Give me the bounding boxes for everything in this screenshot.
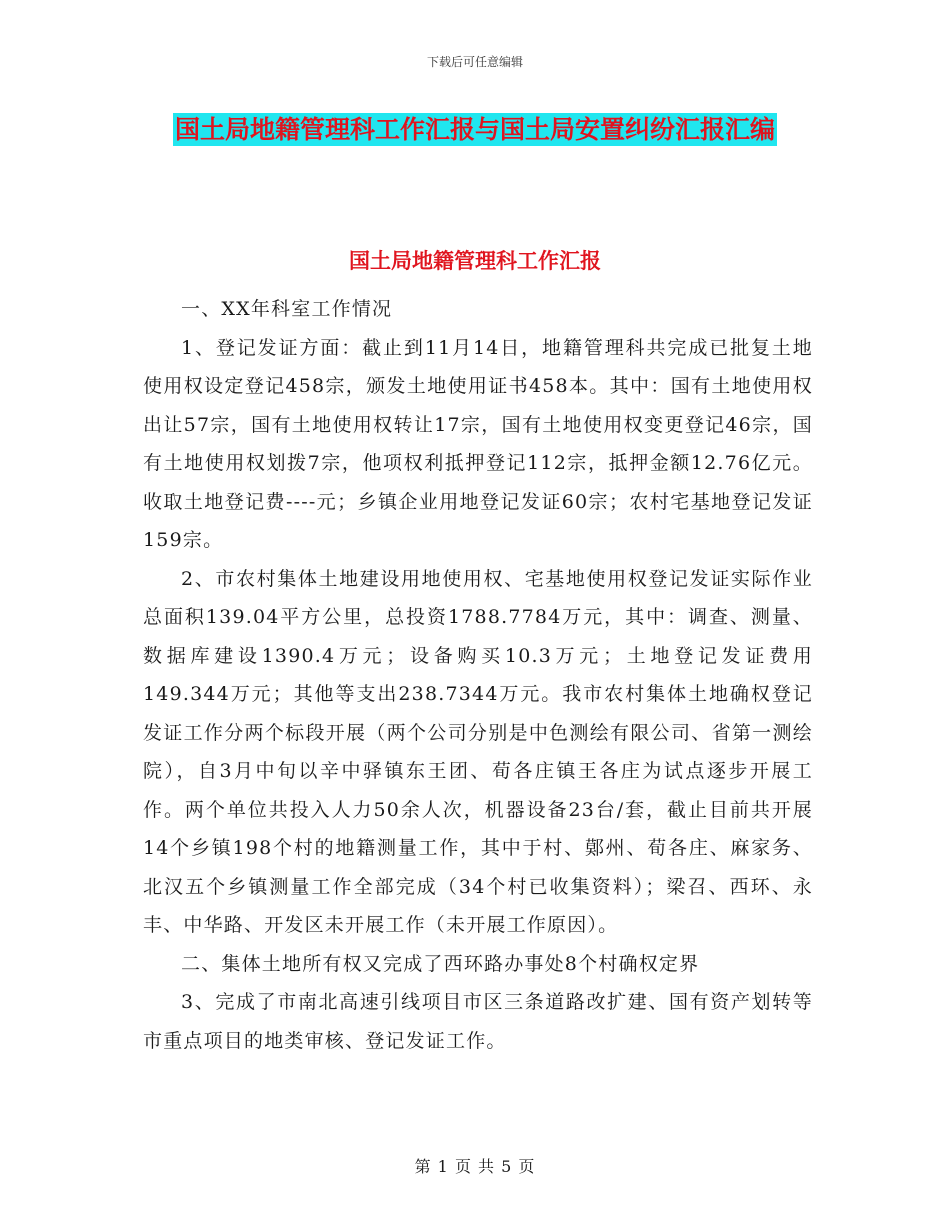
paragraph-heading-2: 二、集体土地所有权又完成了西环路办事处8个村确权定界 [181,952,700,975]
paragraph-item-1: 1、登记发证方面：截止到11月14日，地籍管理科共完成已批复土地使用权设定登记458宗，颁发土地使用证书458本。其中：国有土地使用权出让57宗，国有土地使用权转让17宗，国有土地使用权变更登记46宗，国有土地使用权划拨7宗，他项权利抵押登记112宗，抵押金额12.76亿元。收取土地登记费----元；乡镇企业用地登记发证60宗；农村宅基地登记发证159宗。 [143,336,813,551]
document-title-text: 国土局地籍管理科工作汇报与国土局安置纠纷汇报汇编 [174,115,775,144]
page-header-note: 下载后可任意编辑 [426,55,523,69]
body-text [143,290,813,1060]
paragraph-item-3: 3、完成了市南北高速引线项目市区三条道路改扩建、国有资产划转等市重点项目的地类审核、登记发证工作。 [143,991,813,1052]
section-title: 国土局地籍管理科工作汇报 [349,248,601,273]
page-footer: 第 1 页 共 5 页 [414,1157,536,1176]
document-title [140,106,810,157]
paragraph-item-2: 2、市农村集体土地建设用地使用权、宅基地使用权登记发证实际作业总面积139.04平方公里，总投资1788.7784万元，其中：调查、测量、数据库建设1390.4万元；设备购买10.3万元；土地登记发证费用149.344万元；其他等支出238.7344万元。我市农村集体土地确权登记发证工作分两个标段开展（两个公司分别是中色测绘有限公司、省第一测绘院），自3月中旬以辛中驿镇东王团、荀各庄镇王各庄为试点逐步开展工作。两个单位共投入人力50余人次，机器设备23台/套，截止目前共开展14个乡镇198个村的地籍测量工作，其中于村、鄚州、荀各庄、麻家务、北汉五个乡镇测量工作全部完成（34个村已收集资料）；梁召、西环、永丰、中华路、开发区未开展工作（未开展工作原因）。 [143,567,813,936]
paragraph-heading-1: 一、XX年科室工作情况 [181,298,393,320]
